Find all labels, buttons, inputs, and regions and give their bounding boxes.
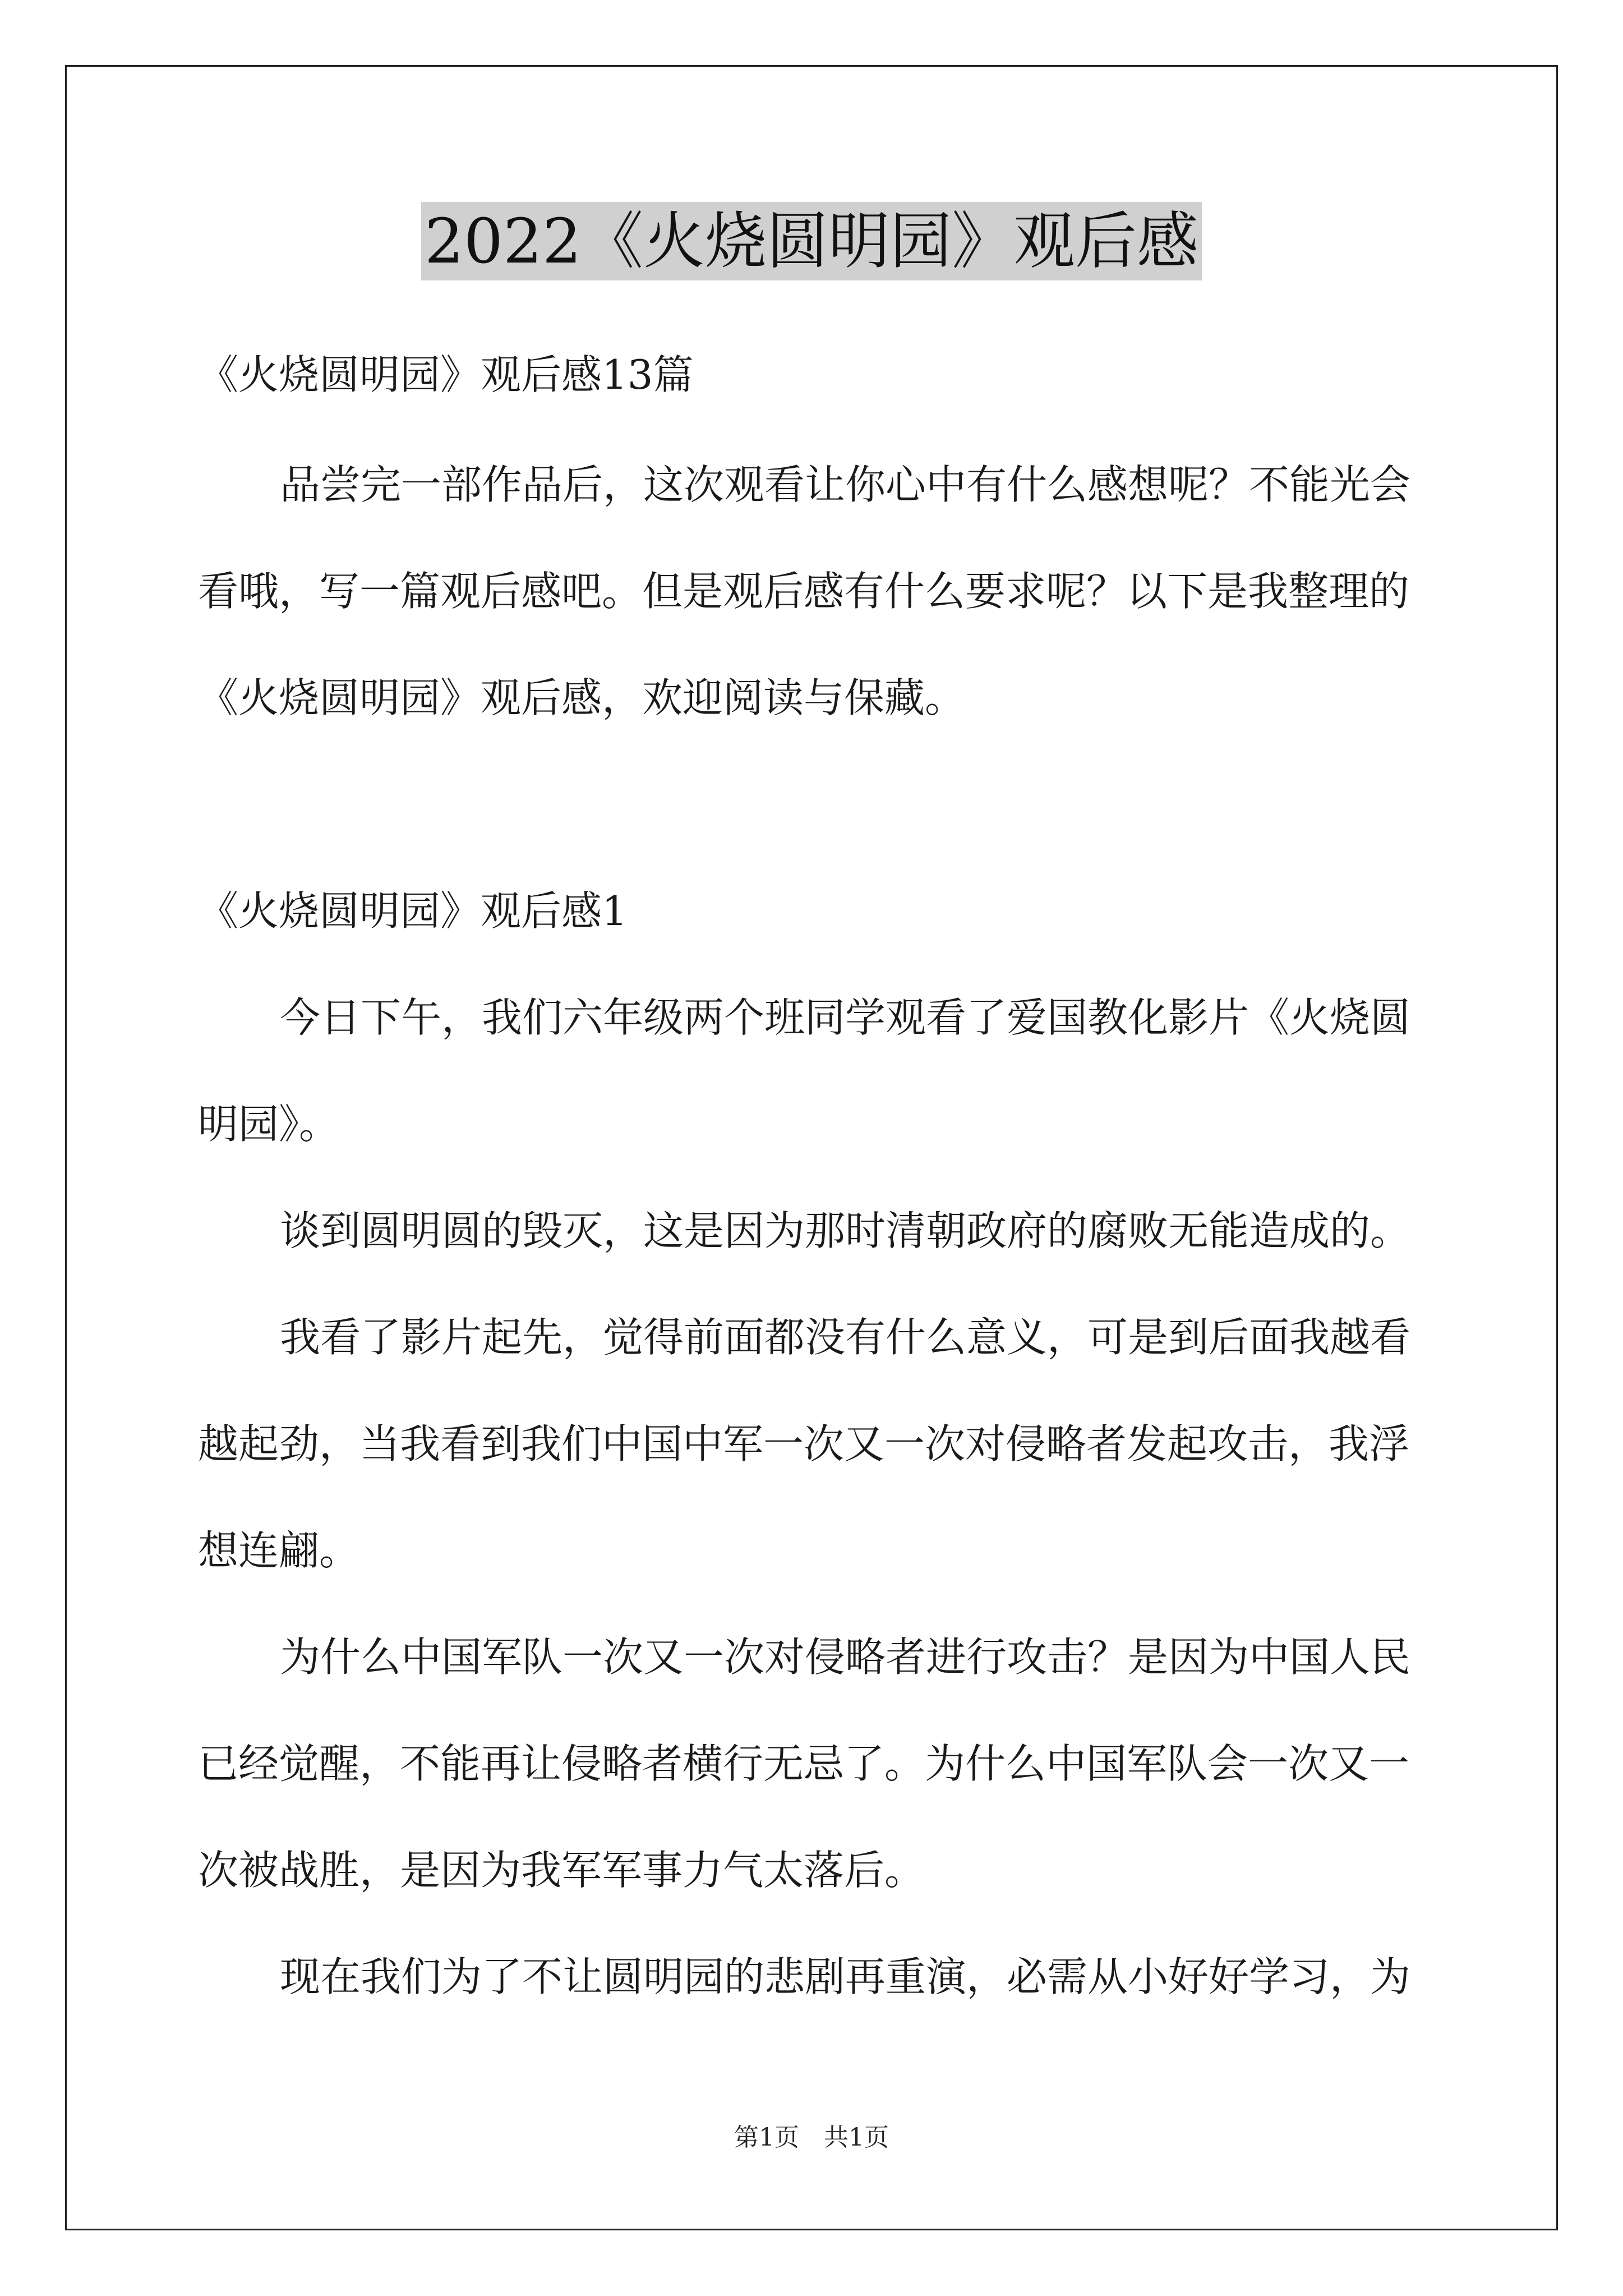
document-title [0, 202, 1623, 280]
section-heading: 《火烧圆明园》观后感1 [198, 887, 628, 935]
paragraph1-line-2: 明园》。 [198, 1101, 340, 1148]
paragraph4-line-3: 次被战胜，是因为我军军事力气太落后。 [198, 1847, 925, 1894]
subtitle: 《火烧圆明园》观后感13篇 [198, 351, 694, 398]
paragraph3-line-1: 我看了影片起先，觉得前面都没有什么意义，可是到后面我越看 [280, 1314, 1411, 1361]
paragraph3-line-3: 想连翩。 [198, 1527, 360, 1574]
paragraph4-line-1: 为什么中国军队一次又一次对侵略者进行攻击？是因为中国人民 [280, 1634, 1411, 1681]
intro-line-3: 《火烧圆明园》观后感，欢迎阅读与保藏。 [198, 674, 966, 721]
page-footer [0, 2124, 1623, 2152]
intro-line-2: 看哦，写一篇观后感吧。但是观后感有什么要求呢？以下是我整理的 [198, 568, 1410, 615]
document-title-text: 2022《火烧圆明园》观后感 [421, 202, 1202, 280]
paragraph4-line-2: 已经觉醒，不能再让侵略者横行无忌了。为什么中国军队会一次又一 [198, 1740, 1410, 1787]
paragraph1-line-1: 今日下午，我们六年级两个班同学观看了爱国教化影片《火烧圆 [280, 994, 1411, 1041]
page-number: 第1页 共1页 [734, 2123, 889, 2152]
paragraph3-line-2: 越起劲，当我看到我们中国中军一次又一次对侵略者发起攻击，我浮 [198, 1420, 1410, 1467]
intro-line-1: 品尝完一部作品后，这次观看让你心中有什么感想呢？不能光会 [280, 461, 1411, 508]
paragraph2-line-1: 谈到圆明圆的毁灭，这是因为那时清朝政府的腐败无能造成的。 [280, 1207, 1411, 1254]
paragraph5-line-1: 现在我们为了不让圆明园的悲剧再重演，必需从小好好学习，为 [280, 1953, 1411, 2000]
